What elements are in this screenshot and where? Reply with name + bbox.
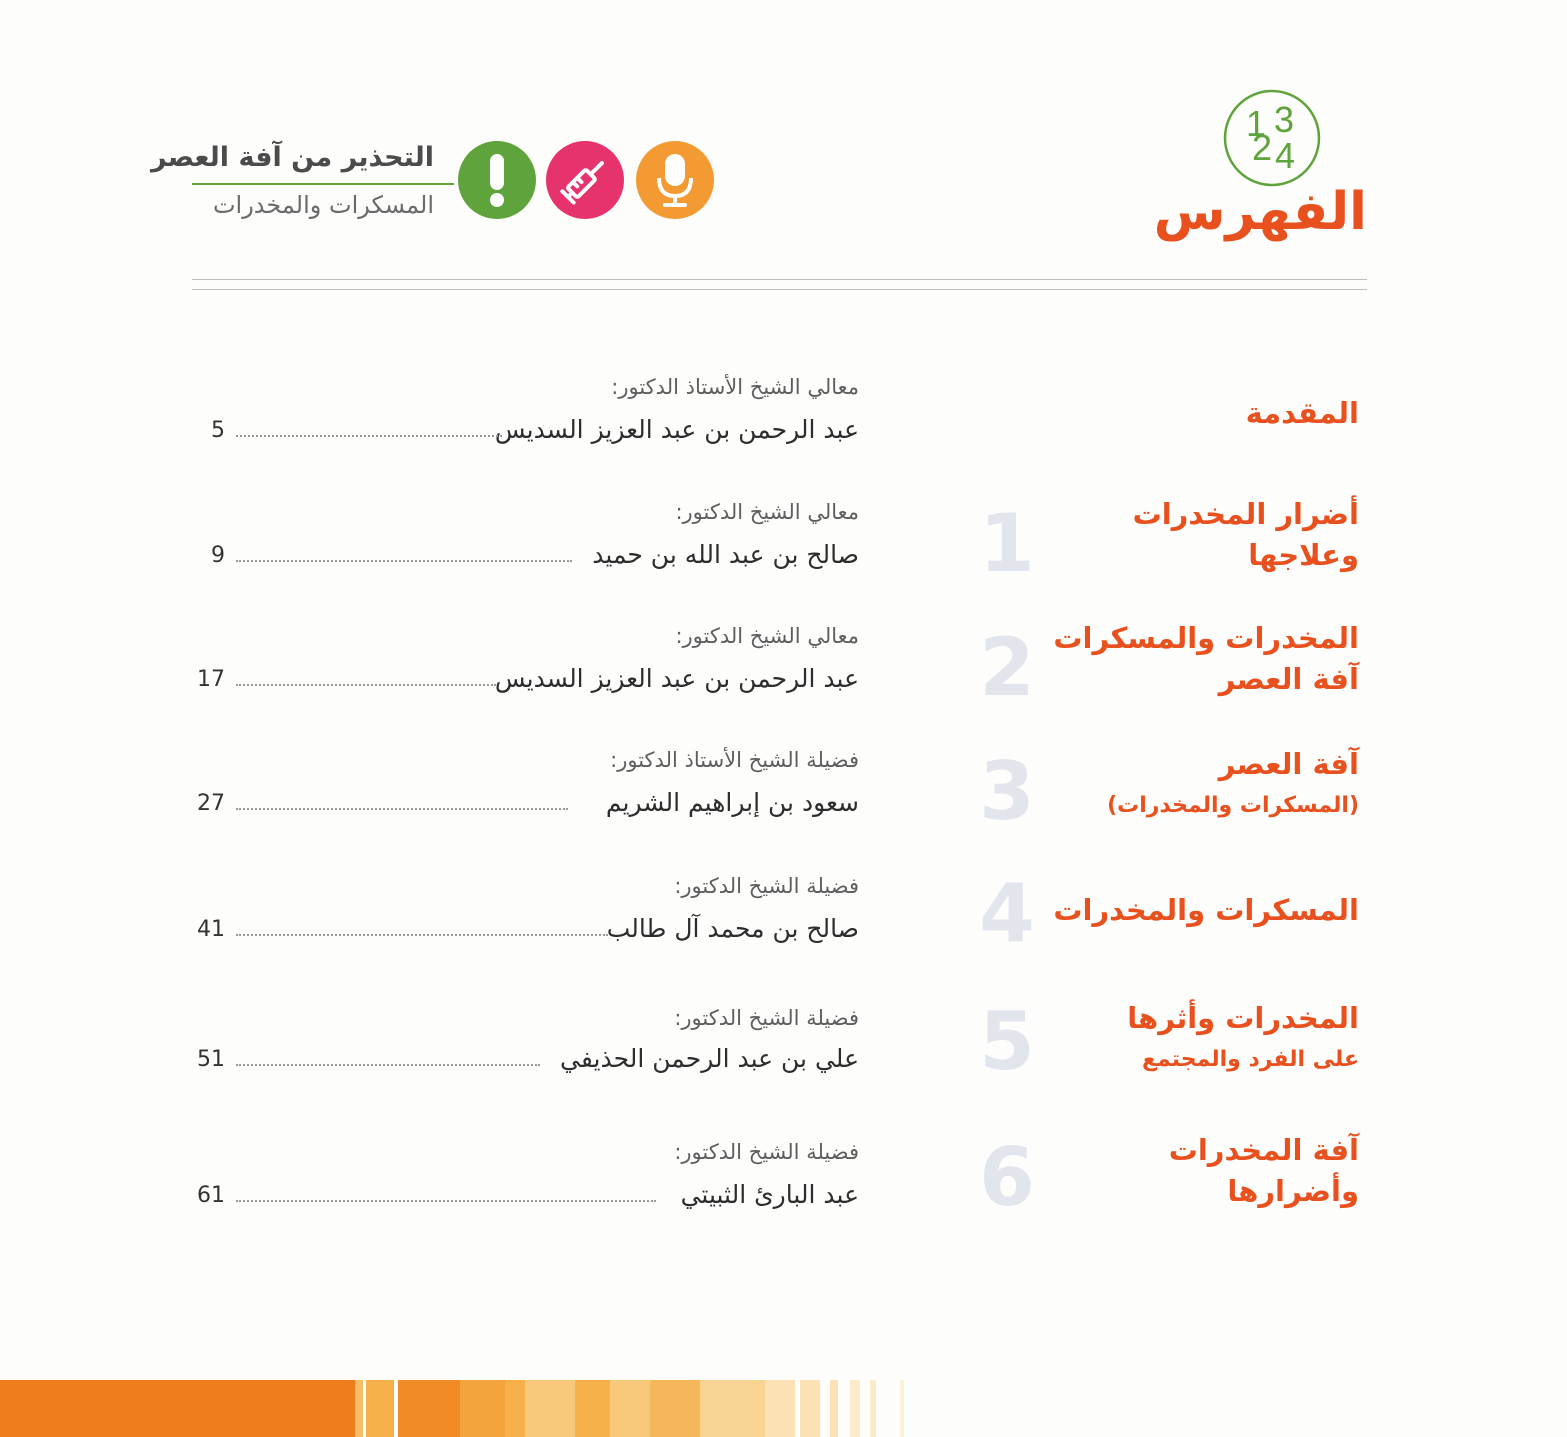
author-name: علي بن عبد الرحمن الحذيفي xyxy=(560,1044,859,1073)
entry-title-line: (المسكرات والمخدرات) xyxy=(1107,793,1359,818)
author-role: معالي الشيخ الدكتور: xyxy=(675,624,859,648)
header-divider-top xyxy=(192,279,1367,280)
entry-title-line: المسكرات والمخدرات xyxy=(1053,893,1359,927)
entry-title xyxy=(1029,998,1359,1080)
author-name: سعود بن إبراهيم الشريم xyxy=(605,788,859,817)
author-role: فضيلة الشيخ الدكتور: xyxy=(674,1006,859,1030)
author-name: عبد الرحمن بن عبد العزيز السديس xyxy=(494,415,859,444)
stripe xyxy=(830,1380,838,1437)
index-entry xyxy=(0,620,1567,740)
stripe xyxy=(900,1380,904,1437)
stripe xyxy=(650,1380,700,1437)
chapter-number: 5 xyxy=(979,995,1035,1088)
dot-leader xyxy=(236,560,572,562)
author-role: فضيلة الشيخ الدكتور: xyxy=(674,874,859,898)
entry-title-line: آفة العصر xyxy=(1218,662,1359,696)
entry-title xyxy=(1029,890,1359,931)
stripe xyxy=(870,1380,876,1437)
stripe xyxy=(366,1380,394,1437)
chapter-number: 2 xyxy=(979,621,1035,714)
index-entry xyxy=(0,744,1567,864)
stripe xyxy=(505,1380,525,1437)
page-title: الفهرس xyxy=(1153,182,1367,242)
author-role: فضيلة الشيخ الدكتور: xyxy=(674,1140,859,1164)
chapter-number: 1 xyxy=(979,497,1035,590)
index-entry xyxy=(0,496,1567,616)
index-entry xyxy=(0,867,1567,992)
page-number: 9 xyxy=(211,543,225,568)
dot-leader xyxy=(236,934,608,936)
microphone-badge xyxy=(636,141,714,219)
author-name: صالح بن عبد الله بن حميد xyxy=(592,540,859,569)
entry-title-line: آفة العصر xyxy=(1218,747,1359,781)
exclamation-icon xyxy=(477,152,517,208)
author-role: معالي الشيخ الدكتور: xyxy=(675,500,859,524)
author-role: معالي الشيخ الأستاذ الدكتور: xyxy=(611,375,859,399)
numbers-logo-icon xyxy=(1222,88,1322,188)
series-title: التحذير من آفة العصر xyxy=(151,142,434,173)
syringe-badge xyxy=(546,141,624,219)
entry-title-line: على الفرد والمجتمع xyxy=(1141,1047,1359,1072)
author-role: فضيلة الشيخ الأستاذ الدكتور: xyxy=(610,748,859,772)
dot-leader xyxy=(236,435,502,437)
exclamation-badge xyxy=(458,141,536,219)
entry-title-line: آفة المخدرات xyxy=(1168,1133,1359,1167)
author-name: عبد البارئ الثبيتي xyxy=(680,1180,859,1209)
dot-leader xyxy=(236,684,496,686)
stripe xyxy=(460,1380,505,1437)
entry-title-line: وعلاجها xyxy=(1248,538,1359,572)
page-number: 41 xyxy=(197,917,225,942)
series-subtitle: المسكرات والمخدرات xyxy=(212,191,434,219)
page-number: 51 xyxy=(197,1047,225,1072)
page-number: 27 xyxy=(197,791,225,816)
microphone-icon xyxy=(651,150,699,210)
index-entry xyxy=(0,1130,1567,1250)
chapter-number: 4 xyxy=(979,867,1035,960)
entry-title xyxy=(1029,393,1359,434)
entry-title xyxy=(1029,618,1359,700)
entry-title-line: أضرار المخدرات xyxy=(1132,497,1359,531)
logo-digit-1: 1 xyxy=(1245,103,1267,144)
stripe xyxy=(0,1380,355,1437)
logo-digit-3: 3 xyxy=(1273,99,1295,140)
chapter-number: 6 xyxy=(979,1131,1035,1224)
dot-leader xyxy=(236,808,568,810)
page-number: 17 xyxy=(197,667,225,692)
index-entry xyxy=(0,995,1567,1118)
bottom-color-stripes xyxy=(0,1380,920,1437)
series-title-rule xyxy=(192,183,454,185)
stripe xyxy=(355,1380,363,1437)
entry-title xyxy=(1029,494,1359,576)
stripe xyxy=(575,1380,610,1437)
entry-title xyxy=(1029,744,1359,826)
stripe xyxy=(398,1380,460,1437)
dot-leader xyxy=(236,1064,540,1066)
syringe-icon xyxy=(557,152,613,208)
entry-title-line: المخدرات وأثرها xyxy=(1127,1001,1359,1035)
stripe xyxy=(525,1380,575,1437)
entry-title-line: وأضرارها xyxy=(1227,1174,1359,1208)
author-name: عبد الرحمن بن عبد العزيز السديس xyxy=(494,664,859,693)
stripe xyxy=(800,1380,820,1437)
index-entry xyxy=(0,373,1567,493)
page-number: 61 xyxy=(197,1183,225,1208)
dot-leader xyxy=(236,1200,656,1202)
logo-digit-4: 4 xyxy=(1274,135,1296,176)
stripe xyxy=(765,1380,795,1437)
logo-digit-2: 2 xyxy=(1251,127,1273,168)
chapter-number: 3 xyxy=(979,745,1035,838)
entry-title-line: المقدمة xyxy=(1245,396,1359,430)
page-number: 5 xyxy=(211,418,225,443)
stripe xyxy=(700,1380,765,1437)
header-divider-bottom xyxy=(192,289,1367,290)
entry-title xyxy=(1029,1130,1359,1212)
author-name: صالح بن محمد آل طالب xyxy=(606,914,859,943)
entry-title-line: المخدرات والمسكرات xyxy=(1053,621,1359,655)
stripe xyxy=(850,1380,860,1437)
stripe xyxy=(610,1380,650,1437)
